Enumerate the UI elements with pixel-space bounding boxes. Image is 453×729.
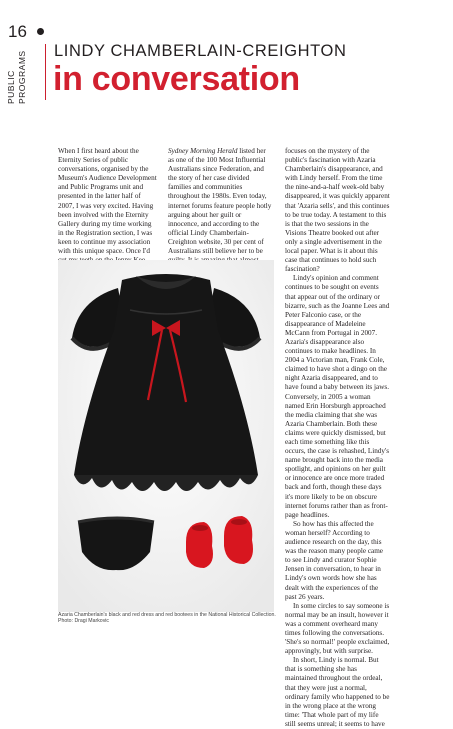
- page-bullet-icon: [37, 28, 44, 35]
- section-label: [6, 46, 27, 126]
- article-name-heading: LINDY CHAMBERLAIN-CREIGHTON: [54, 42, 347, 60]
- page-number: 16: [8, 22, 27, 41]
- paragraph: In some circles to say someone is normal may be an insult, however it was a comment overheard many times following the conversations. 'She's so normal!' people exclaimed, approvingly, but with surprise.: [285, 601, 390, 656]
- paragraph: So how has this affected the woman herself? According to audience research on the day, this was the reason many people came to see Lindy and curator Sophie Jensen in conversation, to hear in Lindy's own words how she has dealt with the experiences of the past 26 years.: [285, 519, 383, 601]
- photo-caption: [58, 612, 278, 625]
- newspaper-name: Sydney Morning Herald: [168, 147, 238, 155]
- paragraph: Sydney Morning Herald listed her as one of the 100 Most Influential Australians since Federation, and the story of her case divided families and communities throughout the 1980s. Even today, internet forums feature people hotly arguing about her guilt or innocence, and according to the official Lindy Chamberlain-Creighton website, 30 per cent of Australians still believe her to be: [168, 147, 272, 256]
- paragraph: When I first heard about the Eternity Series of public conversations, organised by the Museum's Audience Development and Public Programs unit and presented in the latter half of 2007, I was very excited. Having been involved with the Eternity Gallery during my time working in the Registration section, I was keen to continue my association with this unique space. Once I'd: [58, 147, 157, 256]
- paragraph: focuses on the mystery of the public's fascination with Azaria Chamberlain's disappearance, and with Lindy herself. From the time the nine-and-a-half week-old baby disappeared, it was quickly apparent that 'Azaria sells', and this continues to be true today. A testament to this is that the two sessions in the Visions Theatre booked out after only a single advertisement in the local paper. What is it about this case that continues to hold such fascination?: [285, 147, 390, 274]
- caption-text: Azaria Chamberlain's black and red dress and red bootees in the National Historical Collection.: [58, 612, 276, 618]
- paragraph: Lindy's opinion and comment continues to be sought on events that appear out of the ordinary or bizarre, such as the Joanne Lees and Peter Falconio case, or the disappearance of Madeleine McCann from Portugal in 2007. Azaria's disappearance also continues to make headlines. In 2004 a Victorian man, Frank Cole, claimed to have shot a dingo on the night Azaria disappeared, and to have found a baby between its jaws. Conversely, in 2005 a woman named Erin Horsburgh approached the media claiming that she was Azaria Chamberlain. Both these claims were quickly dismissed, but each time something like this occurs, the case is rehashed, Lindy's name brought back into the media spotlight, and opinions on her guilt or innocence are once more traded back and forth, though these days it's more likely to be on obscure internet forums rather than as front-page headlines.: [285, 274, 390, 519]
- article-column-3: [285, 147, 390, 729]
- dress-photo: [58, 260, 274, 612]
- header-divider: [45, 44, 46, 100]
- dress-illustration: [58, 260, 274, 612]
- paragraph: In short, Lindy is normal. But that is something she has maintained throughout the ordeal, that they were just a normal, ordinary family who happened to be in the wrong place at the wrong time: 'That whole part of my life still seems unreal; it seems to have: [285, 656, 390, 728]
- section-label-line2: PROGRAMS: [17, 50, 27, 104]
- article-title: in conversation: [53, 60, 300, 98]
- section-label-line1: PUBLIC: [6, 70, 16, 104]
- caption-credit: Photo: Dragi Markovic: [58, 618, 110, 625]
